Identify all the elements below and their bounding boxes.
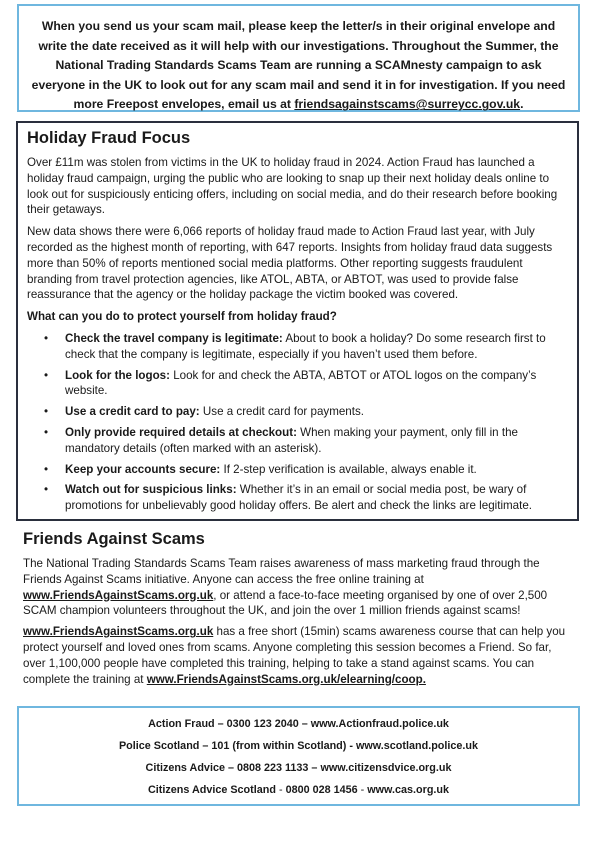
contact-name: Action Fraud — [148, 718, 215, 730]
contact-separator: – — [224, 762, 237, 774]
contact-name: Citizens Advice — [145, 762, 225, 774]
contact-row — [19, 779, 578, 801]
fas-paragraph-1 — [23, 556, 575, 619]
tip-title: Watch out for suspicious links: — [65, 483, 237, 497]
fas-website-link[interactable]: www.FriendsAgainstScams.org.uk — [23, 588, 214, 602]
friends-against-scams-section — [23, 528, 575, 692]
tip-item — [44, 482, 568, 514]
bullet-icon: • — [44, 368, 49, 382]
bullet-icon: • — [44, 331, 49, 345]
tip-text: When making your payment, only fill in the mandatory details (often marked with an asterisk). — [65, 425, 518, 455]
contact-row — [19, 757, 578, 779]
holiday-paragraph-1: Over £11m was stolen from victims in the UK to holiday fraud in 2024. Action Fraud has launched a holiday fraud campaign, urging the public who are looking to snap up their next holiday deals online to look out for suspiciously enticing offers, including on social media, and do their research before booking their getaways. — [27, 156, 558, 217]
contact-separator: – — [308, 762, 321, 774]
bullet-icon: • — [44, 425, 49, 439]
contact-separator: - — [275, 784, 286, 796]
fas-p1-text-a: The National Trading Standards Scams Team raises awareness of mass marketing fraud through the Friends Against Scams initiative. Anyone can access the free online training at — [23, 557, 540, 586]
scamnesty-notice-box — [17, 4, 580, 112]
tip-item — [44, 425, 568, 457]
contact-separator: – — [298, 718, 311, 730]
contact-phone: 0300 123 2040 — [226, 718, 299, 730]
holiday-title: Holiday Fraud Focus — [27, 129, 191, 147]
holiday-paragraph-2: New data shows there were 6,066 reports of holiday fraud made to Action Fraud last year, with July recorded as the highest month of reporting, with 647 reports. Insights from holiday fraud data suggests more than 50% of reports mentioned social media platforms. Other reporting suggests fraudulent branding from travel protection agencies, like ATOL, ABTA, or ABTOT, was used to provide false reassurance that the agency or the holiday package the victim booked was covered. — [27, 225, 553, 302]
tip-item — [44, 368, 568, 400]
holiday-question: What can you do to protect yourself from holiday fraud? — [27, 310, 337, 324]
tip-title: Look for the logos: — [65, 368, 170, 382]
tip-item — [44, 331, 568, 363]
contact-separator: – — [199, 740, 212, 752]
contact-website-link[interactable]: www.citizensdvice.org.uk — [320, 762, 452, 774]
tip-text: Look for and check the ABTA, ABTOT or ATOL logos on the company’s website. — [65, 368, 537, 398]
contact-separator: - — [357, 784, 368, 796]
fas-elearning-link[interactable]: www.FriendsAgainstScams.org.uk/elearning/coop. — [146, 672, 426, 686]
tip-text: If 2-step verification is available, always enable it. — [220, 462, 477, 476]
fas-paragraph-2 — [23, 624, 575, 687]
contact-row — [19, 735, 578, 757]
contact-website-link[interactable]: www.Actionfraud.police.uk — [310, 718, 449, 730]
contact-phone: 0808 223 1133 — [236, 762, 309, 774]
tip-title: Check the travel company is legitimate: — [65, 331, 283, 345]
tip-title: Only provide required details at checkout: — [65, 425, 297, 439]
fas-title: Friends Against Scams — [23, 530, 205, 548]
notice-text: When you send us your scam mail, please keep the letter/s in their original envelope and write the date received as it will help with our investigations. Throughout the Summer, the National Trading Standards Scams Team are running a SCAMnesty campaign to ask everyone in the UK to look out for any scam mail and send it in for investigation. If you need more Freepost envelopes, email us at — [31, 19, 566, 112]
contact-row — [19, 713, 578, 735]
contacts-box — [17, 706, 580, 806]
holiday-fraud-box — [16, 121, 579, 521]
tip-text: Use a credit card for payments. — [199, 405, 364, 419]
tip-text: About to book a holiday? Do some research first to check that the company is legitimate, especially if you haven’t used them before. — [65, 331, 546, 361]
contact-separator: - — [346, 740, 356, 752]
fas-p2-text: has a free short (15min) scams awareness course that can help you protect yourself and loved ones from scams. Anyone completing this session becomes a Friend. So far, over 1,100,000 people have completed this training, helping to take a stand against scams. You can complete the training at — [23, 625, 566, 686]
tip-item — [44, 404, 568, 420]
tip-item — [44, 462, 568, 478]
fas-website-link-2[interactable]: www.FriendsAgainstScams.org.uk — [23, 625, 214, 639]
tips-list — [27, 331, 568, 514]
tip-title: Use a credit card to pay: — [65, 405, 200, 419]
notice-email-link[interactable]: friendsagainstscams@surreycc.gov.uk — [294, 97, 521, 112]
contact-phone: 0800 028 1456 — [285, 784, 358, 796]
bullet-icon: • — [44, 405, 49, 419]
bullet-icon: • — [44, 483, 49, 497]
tip-title: Keep your accounts secure: — [65, 462, 221, 476]
contact-website-link[interactable]: www.cas.org.uk — [367, 784, 450, 796]
contact-name: Citizens Advice Scotland — [147, 784, 276, 796]
fas-p1-text-b: , or attend a face-to-face meeting organised by one of over 2,500 SCAM champion volunteers throughout the UK, and join the over 1 million friends against scams! — [23, 588, 548, 618]
notice-end: . — [520, 97, 524, 112]
contact-separator: – — [214, 718, 227, 730]
contact-phone: 101 (from within Scotland) — [211, 740, 347, 752]
contact-name: Police Scotland — [118, 740, 200, 752]
bullet-icon: • — [44, 462, 49, 476]
tip-text: Whether it’s in an email or social media post, be wary of promotions for unbelievably good holiday offers. Be alert and check the links are legitimate. — [65, 483, 533, 513]
contact-website-link[interactable]: www.scotland.police.uk — [356, 740, 478, 752]
